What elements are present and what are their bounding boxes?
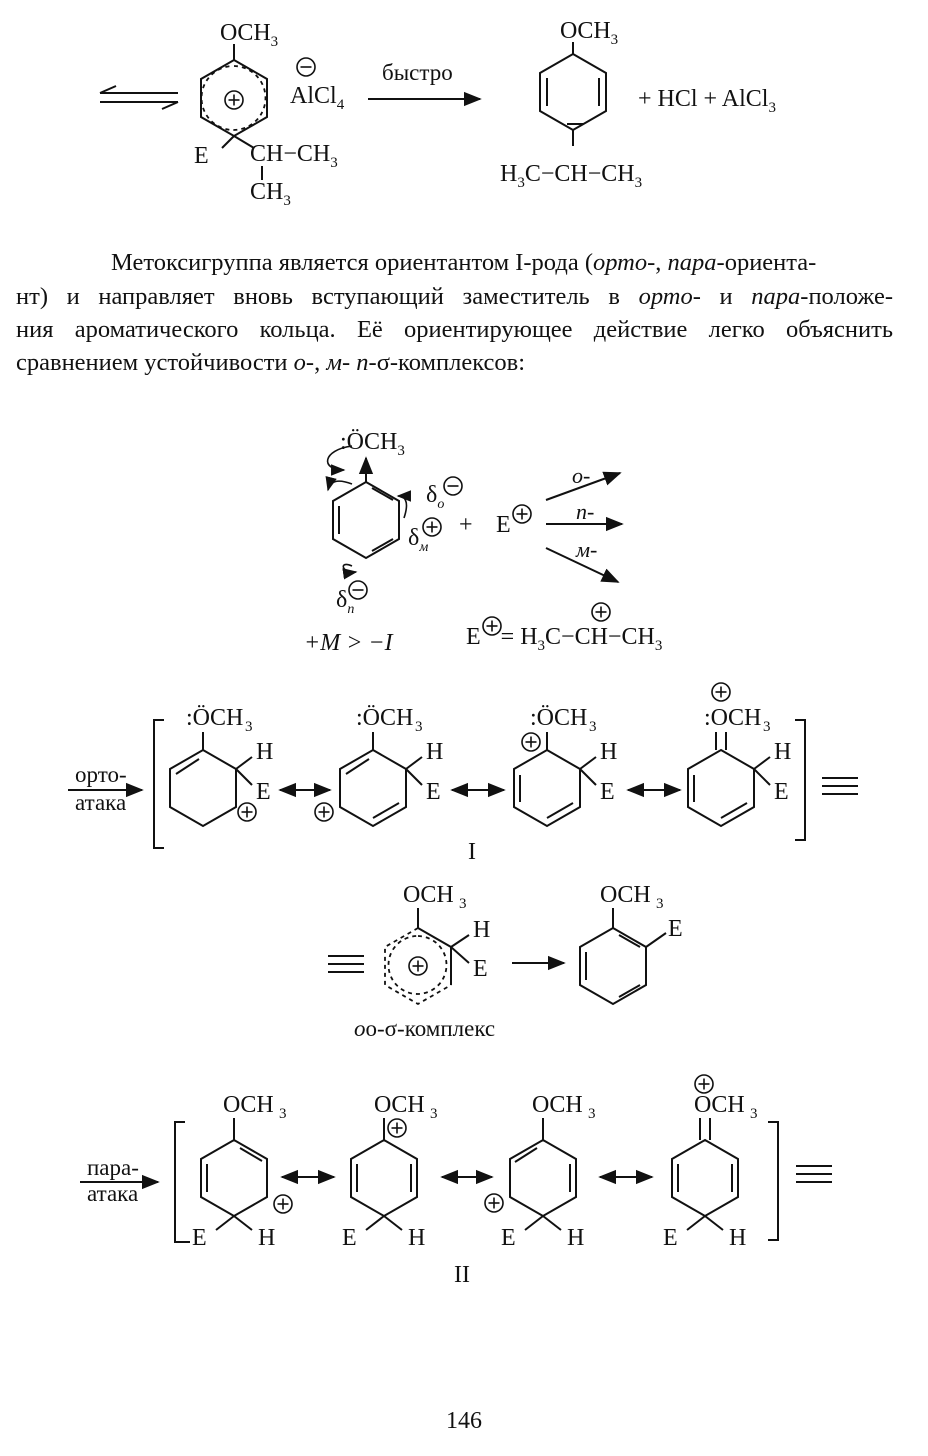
isopropyl-ch: $CH-CH_3$ <box>250 141 338 171</box>
svg-text:OCH: OCH <box>223 1092 274 1118</box>
svg-text:OCH: OCH <box>403 882 454 908</box>
svg-text:3: 3 <box>750 1106 758 1122</box>
counter-ion: AlCl$_4$ <box>290 83 345 113</box>
delta-meta: $\delta_м$ <box>408 525 429 555</box>
svg-text:H: H <box>729 1225 747 1251</box>
arrow-ortho-label: o- <box>572 463 591 488</box>
svg-text:3: 3 <box>415 719 423 735</box>
svg-text:E: E <box>473 956 488 982</box>
svg-text:E: E <box>192 1225 207 1251</box>
equilibrium-arrows <box>100 86 178 109</box>
para-resonance-4 <box>663 1075 758 1251</box>
equivalence-sign-3 <box>796 1166 832 1182</box>
svg-text:H: H <box>408 1225 426 1251</box>
product-isopropyl: $H_3C-CH-CH_3$ <box>500 161 643 191</box>
svg-text:3: 3 <box>245 719 253 735</box>
plus-sign: + <box>459 512 473 538</box>
ortho-sigma-caption: оо-σ-комплекс <box>354 1016 496 1041</box>
isopropyl-ch3: $CH_3$ <box>250 179 291 209</box>
methoxy-lone-pair: $:ÖCH_3$ <box>340 429 405 459</box>
para-attack-label-1: пара- <box>87 1155 139 1180</box>
svg-text:H: H <box>256 739 274 765</box>
svg-text:E: E <box>668 916 683 942</box>
svg-text:OCH: OCH <box>374 1092 425 1118</box>
page-number: 146 <box>446 1408 482 1434</box>
svg-text:3: 3 <box>459 896 467 912</box>
roman-i: I <box>468 839 476 865</box>
ortho-attack <box>68 683 858 1041</box>
roman-ii: II <box>454 1262 470 1288</box>
svg-text::ÖCH: :ÖCH <box>186 705 244 731</box>
ortho-sigma-complex <box>385 882 490 1004</box>
svg-text:H: H <box>567 1225 585 1251</box>
arrow-meta-label: м- <box>576 537 598 562</box>
svg-text:H: H <box>774 739 792 765</box>
svg-text:E: E <box>501 1225 516 1251</box>
paragraph-line-4: сравнением устойчивости о-, м- п-σ-комплексов: <box>16 349 526 376</box>
ortho-attack-label-2: атака <box>75 790 127 815</box>
paragraph-line-3: ния ароматического кольца. Её ориентирующее действие легко объяснить <box>16 316 893 343</box>
svg-text:3: 3 <box>589 719 597 735</box>
svg-text:E: E <box>342 1225 357 1251</box>
svg-text::OCH: :OCH <box>704 705 762 731</box>
svg-text:3: 3 <box>430 1106 438 1122</box>
ortho-attack-label-1: орто- <box>75 762 127 787</box>
cation-substituent: $OCH_3$ <box>220 20 279 50</box>
scheme-1 <box>100 18 776 209</box>
sigma-complex-ring <box>201 44 267 136</box>
product-ring <box>540 42 606 146</box>
svg-text:3: 3 <box>656 896 664 912</box>
paragraph-line-1: Метоксигруппа является ориентантом I-рода (орто-, пара-ориента- <box>111 249 817 276</box>
para-resonance-3 <box>485 1092 596 1251</box>
equivalence-sign-1 <box>822 778 858 794</box>
svg-text::ÖCH: :ÖCH <box>356 705 414 731</box>
e-definition: $E = H_3C-CH-CH_3$ <box>466 624 663 654</box>
delta-para: $\delta_n$ <box>336 587 355 617</box>
ortho-resonance-2 <box>315 705 443 826</box>
ortho-resonance-3 <box>514 705 617 826</box>
equivalence-sign-2 <box>328 956 364 972</box>
svg-text:H: H <box>600 739 618 765</box>
ortho-resonance-4 <box>688 683 791 826</box>
ortho-resonance-1 <box>170 705 273 826</box>
delta-ortho: $\delta_o$ <box>426 482 445 512</box>
svg-text:3: 3 <box>763 719 771 735</box>
svg-text:OCH: OCH <box>532 1092 583 1118</box>
svg-text:E: E <box>774 779 789 805</box>
paragraph-line-2: нт) и направляет вновь вступающий заместитель в орто- и пара-положе- <box>16 283 893 310</box>
svg-text:H: H <box>426 739 444 765</box>
svg-text:3: 3 <box>588 1106 596 1122</box>
arrow-label-fast: быстро <box>382 60 453 85</box>
svg-text:3: 3 <box>279 1106 287 1122</box>
svg-text:OCH: OCH <box>694 1092 745 1118</box>
svg-text:E: E <box>663 1225 678 1251</box>
svg-text:E: E <box>600 779 615 805</box>
svg-text:E: E <box>256 779 271 805</box>
svg-text:H: H <box>258 1225 276 1251</box>
e-label: E <box>194 143 209 169</box>
product-substituent: $OCH_3$ <box>560 18 619 48</box>
svg-text::ÖCH: :ÖCH <box>530 705 588 731</box>
svg-text:E: E <box>426 779 441 805</box>
electrophile: E <box>496 512 511 538</box>
effect-text: +M > −I <box>304 630 393 656</box>
arrow-para-label: n- <box>576 499 595 524</box>
ortho-product <box>580 882 683 1004</box>
para-resonance-1 <box>192 1092 292 1251</box>
para-attack-label-2: атака <box>87 1181 139 1206</box>
anisole-ring <box>333 482 399 558</box>
byproducts: + HCl + AlCl$_3$ <box>638 86 776 116</box>
svg-text:H: H <box>473 917 491 943</box>
para-resonance-2 <box>342 1092 438 1251</box>
svg-text:OCH: OCH <box>600 882 651 908</box>
para-attack <box>80 1075 832 1288</box>
scheme-2 <box>304 429 662 656</box>
